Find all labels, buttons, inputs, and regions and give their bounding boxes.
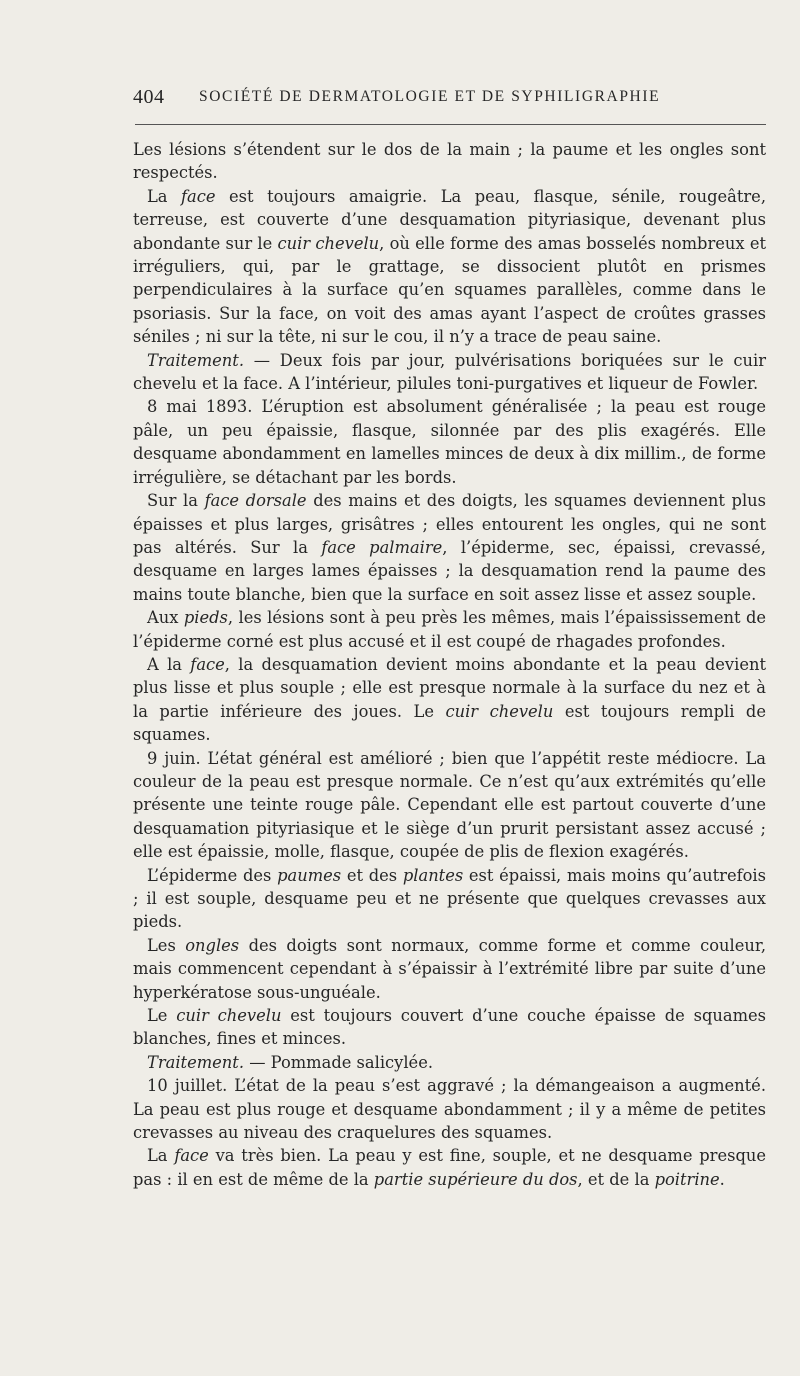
paragraph xyxy=(133,1144,766,1191)
paragraph xyxy=(133,1074,766,1144)
paragraph xyxy=(133,185,766,349)
text-run: La xyxy=(147,186,182,206)
text-run: Les xyxy=(147,935,186,955)
text-run: La xyxy=(147,1146,175,1166)
text-run: — Deux fois par jour, pulvérisations boriquées sur le cuir chevelu et la face. A l’intérieur, pilules toni-purgatives et liqueur de Fowler. xyxy=(133,350,766,394)
text-run: et des xyxy=(341,865,403,885)
text-run: , où elle forme des amas bosselés nombreux et irréguliers, qui, par le grattage, se dissocient plutôt en prismes perpendiculaires à la surface qu’en squames parallèles, comme dans le psoriasis. Sur la face, on voit des amas ayant l’aspect de croûtes grasses séniles ; ni sur la tête, ni sur le cou, il n’y a trace de peau saine. xyxy=(133,233,766,347)
italic-term: cuir chevelu xyxy=(176,1006,282,1026)
text-run: . xyxy=(719,1169,725,1189)
text-run: , et de la xyxy=(577,1169,655,1189)
italic-term: ongles xyxy=(185,935,240,955)
italic-term: Traitement. xyxy=(147,1052,245,1072)
text-run: L’épiderme des xyxy=(147,865,278,885)
text-run: , la desquamation devient moins abondante et la peau devient plus lisse et plus souple ; elle est presque normale à la surface du nez et à la partie inférieure des joues. Le xyxy=(133,654,766,721)
text-run: va très bien. La peau y est fine, souple, et ne desquame presque pas : il en est de même de la xyxy=(133,1146,766,1189)
paragraph xyxy=(133,395,766,489)
text-run: A la xyxy=(147,654,191,674)
italic-term: face xyxy=(181,186,216,206)
text-run: Sur la xyxy=(147,491,205,511)
paragraph xyxy=(133,606,766,653)
body-text xyxy=(133,138,766,1191)
text-run: est toujours couvert d’une couche épaisse de squames blanches, fines et minces. xyxy=(133,1006,766,1049)
header-rule xyxy=(135,124,766,125)
text-run: 8 mai 1893. L’éruption est absolument généralisée ; la peau est rouge pâle, un peu épaissie, flasque, silonnée par des plis exagérés. Elle desquame abondamment en lamelles minces de deux à dix millim., de forme irrégulière, se détachant par les bords. xyxy=(133,397,766,487)
paragraph xyxy=(133,1051,766,1074)
paragraph xyxy=(133,864,766,934)
italic-term: cuir chevelu xyxy=(277,233,380,253)
paragraph xyxy=(133,1004,766,1051)
text-run: est épaissi, mais moins qu’autrefois ; il est souple, desquame peu et ne présente que quelques crevasses aux pieds. xyxy=(133,865,766,932)
text-run: — Pommade salicylée. xyxy=(244,1052,434,1072)
italic-term: pieds xyxy=(183,608,228,628)
italic-term: face palmaire xyxy=(321,537,443,557)
page-number: 404 xyxy=(133,86,165,108)
italic-term: cuir chevelu xyxy=(445,701,554,721)
text-run: 10 juillet. L’état de la peau s’est aggravé ; la démangeaison a augmenté. La peau est plus rouge et desquame abondamment ; il y a même de petites crevasses au niveau des craquelures des squames. xyxy=(133,1076,766,1143)
paragraph xyxy=(133,747,766,864)
text-run: est toujours amaigrie. La peau, flasque, sénile, rougeâtre, terreuse, est couverte d’une desquamation pityriasique, devenant plus abondante sur le xyxy=(133,186,766,253)
text-run: des mains et des doigts, les squames deviennent plus épaisses et plus larges, grisâtres ; elles entourent les ongles, qui ne sont pas altérés. Sur la xyxy=(133,491,766,557)
italic-term: face xyxy=(190,654,225,674)
text-run: des doigts sont normaux, comme forme et comme couleur, mais commencent cependant à s’épaissir à l’extrémité libre par suite d’une hyperkératose sous-unguéale. xyxy=(133,935,766,1002)
text-run: est toujours rempli de squames. xyxy=(133,701,766,745)
paragraph xyxy=(133,934,766,1004)
paragraph xyxy=(133,138,766,185)
italic-term: face dorsale xyxy=(204,491,307,511)
italic-term: partie supérieure du dos xyxy=(373,1169,578,1189)
paragraph xyxy=(133,349,766,396)
text-run: Les lésions s’étendent sur le dos de la main ; la paume et les ongles sont respectés. xyxy=(133,140,766,183)
italic-term: Traitement. xyxy=(147,350,245,370)
page-header xyxy=(133,86,766,112)
italic-term: face xyxy=(174,1146,209,1166)
italic-term: poitrine xyxy=(654,1169,720,1189)
text-run: , les lésions sont à peu près les mêmes, mais l’épaississement de l’épiderme corné est plus accusé et il est coupé de rhagades profondes. xyxy=(133,608,766,651)
text-run: Aux xyxy=(147,608,184,628)
text-run: Le xyxy=(147,1006,177,1026)
italic-term: plantes xyxy=(402,865,464,885)
italic-term: paumes xyxy=(277,865,342,885)
text-run: 9 juin. L’état général est amélioré ; bien que l’appétit reste médiocre. La couleur de la peau est presque normale. Ce n’est qu’aux extrémités qu’elle présente une teinte rouge pâle. Cependant elle est partout couverte d’une desquamation pityriasique et le siège d’un prurit persistant assez accusé ; elle est épaissie, molle, flasque, coupée de plis de flexion exagérés. xyxy=(133,748,766,862)
text-run: , l’épiderme, sec, épaissi, crevassé, desquame en larges lames épaisses ; la desquamation rend la paume des mains toute blanche, bien que la surface en soit assez lisse et assez souple. xyxy=(133,537,766,604)
paragraph xyxy=(133,653,766,747)
running-title: SOCIÉTÉ DE DERMATOLOGIE ET DE SYPHILIGRAPHIE xyxy=(199,88,661,105)
paragraph xyxy=(133,489,766,606)
